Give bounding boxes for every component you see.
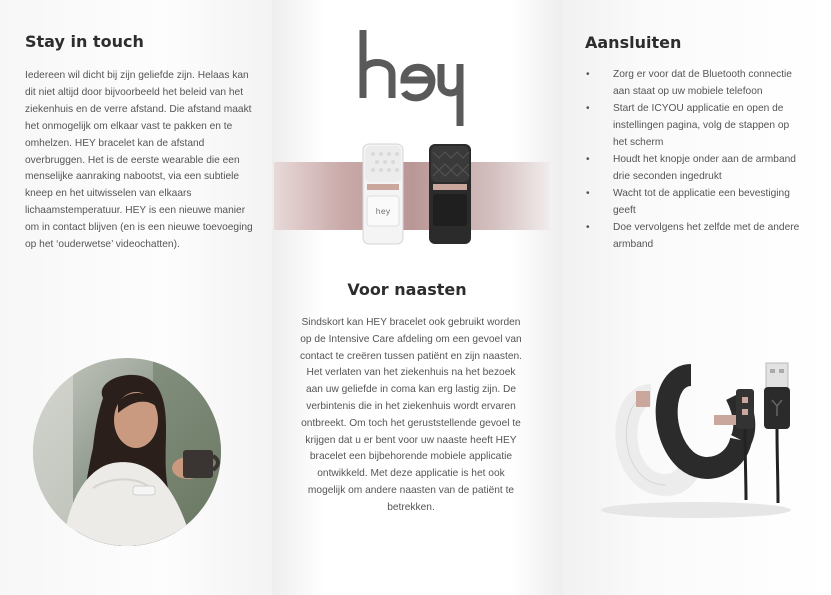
stay-in-touch-heading: Stay in touch xyxy=(25,32,144,51)
aansluiten-steps xyxy=(586,66,806,253)
bracelets-image xyxy=(355,138,485,250)
step-text: Zorg er voor dat de Bluetooth connectie aan staat op uw mobiele telefoon xyxy=(613,69,792,97)
charger-cable xyxy=(736,363,790,503)
step-item xyxy=(586,151,806,185)
step-text: Doe vervolgens het zelfde met de andere armband xyxy=(613,222,800,250)
step-text: Houdt het knopje onder aan de armband drie seconden ingedrukt xyxy=(613,154,796,182)
bracelets-with-charger-image xyxy=(596,355,806,525)
black-bracelet-product xyxy=(667,375,745,468)
band-logo: hey xyxy=(375,207,391,216)
stay-in-touch-text: Iedereen wil dicht bij zijn geliefde zijn. Helaas kan dit niet altijd door bijvoorbeeld het beleid van het ziekenhuis en de verre afstand. Die afstand maakt het onmogelijk om elkaar vast te pakken en te omhelzen. HEY bracelet kan de afstand overbruggen. Het is de eerste wearable die een menselijke aanraking nabootst, via een subtiele kneep en het uitwisselen van elkaars lichaamstemperatuur. HEY is een nieuwe manier om in contact blijven (en is een nieuwe toevoeging op het ‘ouderwetse’ videochatten). xyxy=(25,70,253,251)
step-item xyxy=(586,66,806,100)
bullet: • xyxy=(586,69,590,80)
aansluiten-heading: Aansluiten xyxy=(585,33,682,52)
white-bracelet xyxy=(363,144,403,244)
step-text: Wacht tot de applicatie een bevestiging geeft xyxy=(613,188,790,216)
woman-photo xyxy=(33,358,221,546)
bullet: • xyxy=(586,103,590,114)
hey-logo xyxy=(354,22,472,130)
step-text: Start de ICYOU applicatie en open de instellingen pagina, volg de stappen op het scherm xyxy=(613,103,790,148)
step-item xyxy=(586,219,806,253)
step-item xyxy=(586,185,806,219)
voor-naasten-text: Sindskort kan HEY bracelet ook gebruikt worden op de Intensive Care afdeling om een gevoel van contact te creëren tussen patiënt en zijn naasten. Het verlaten van het ziekenhuis na het bezoek aan uw geliefde in coma kan erg lastig zijn. De verbintenis die in het ziekenhuis wordt ervaren ontbreekt. Om toch het geruststellende gevoel te krijgen dat u er bent voor uw naaste heeft HEY bracelet een bijbehorende mobiele applicatie ontwikkeld. Met deze applicatie is het ook mogelijk om andere naasten van de patiënt te betrekken. xyxy=(299,317,522,513)
voor-naasten-heading: Voor naasten xyxy=(347,280,467,299)
step-item xyxy=(586,100,806,151)
bullet: • xyxy=(586,188,590,199)
bullet: • xyxy=(586,154,590,165)
bullet: • xyxy=(586,222,590,233)
black-bracelet xyxy=(429,144,471,244)
